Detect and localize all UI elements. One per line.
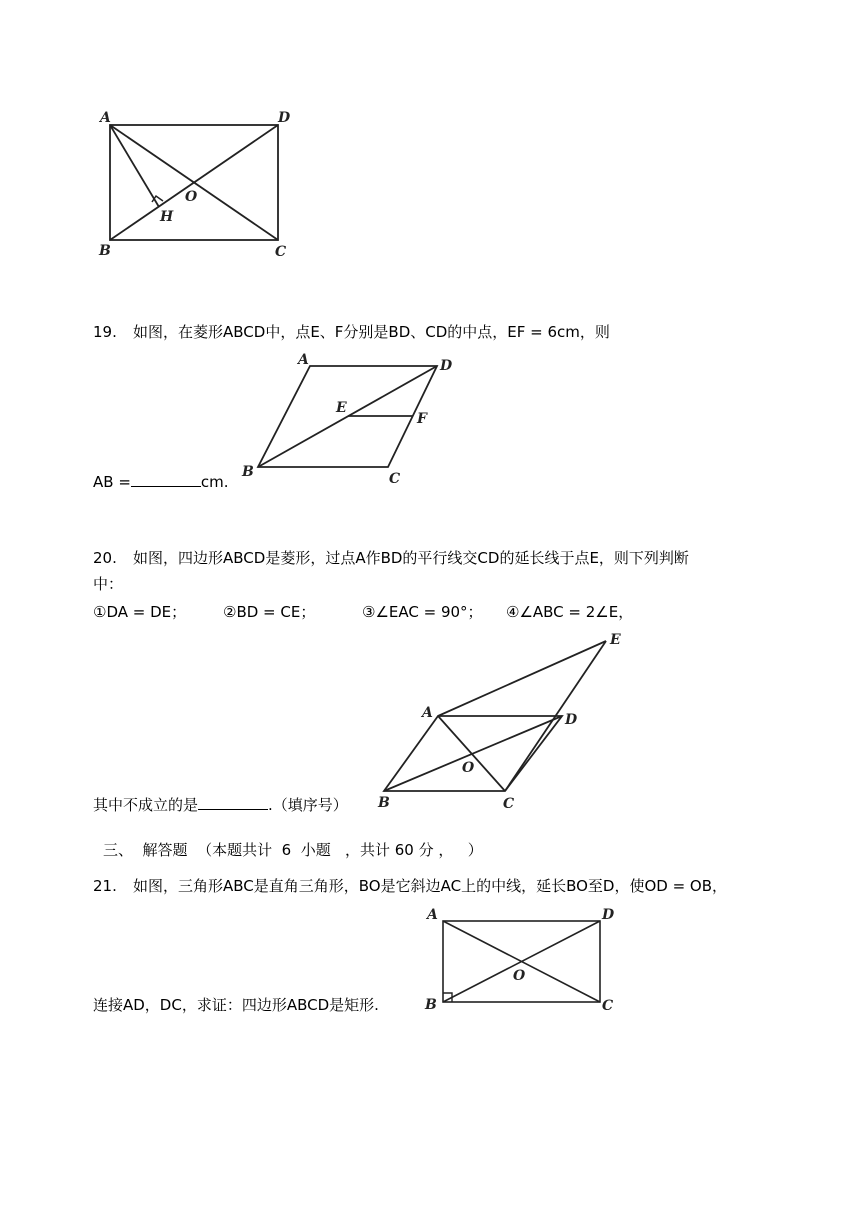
answer-prefix: AB =: [93, 473, 131, 491]
label-c: C: [389, 471, 401, 487]
label-d: D: [602, 907, 615, 923]
option-4: ④∠ABC = 2∠E，: [506, 603, 634, 621]
question-19-answer-line: [93, 471, 229, 492]
answer-suffix: cm.: [200, 473, 229, 491]
label-a: A: [100, 110, 111, 126]
option-3: ③∠EAC = 90°；: [362, 603, 483, 621]
label-o: O: [462, 760, 475, 776]
label-e: E: [610, 632, 621, 648]
label-b: B: [242, 464, 254, 480]
answer-prefix: 其中不成立的是: [93, 796, 199, 814]
question-21-text-line1: 如图，三角形ABC是直角三角形，BO是它斜边AC上的中线，延长BO至D，使OD = OB，: [133, 877, 728, 895]
label-d: D: [278, 110, 291, 126]
answer-suffix: .（填序号）: [268, 796, 348, 814]
label-a: A: [427, 907, 438, 923]
answer-blank[interactable]: [131, 471, 201, 487]
option-2: ②BD = CE；: [223, 603, 316, 621]
question-21-text-line2: 连接AD，DC，求证：四边形ABCD是矩形.: [93, 996, 379, 1014]
label-b: B: [425, 997, 437, 1013]
question-20-text-line2: 中：: [93, 575, 124, 593]
label-o: O: [513, 968, 526, 984]
section-heading: 三、 解答题 （本题共计 6 小题 ，共计 60 分 ， ）: [103, 841, 483, 859]
label-b: B: [99, 243, 111, 259]
question-number-20: 20.: [93, 549, 117, 567]
figure-q18-rectangle: [92, 100, 307, 270]
label-e: E: [336, 400, 347, 416]
label-o: O: [185, 189, 198, 205]
label-b: B: [378, 795, 390, 811]
label-f: F: [417, 411, 427, 427]
label-a: A: [422, 705, 433, 721]
label-d: D: [565, 712, 578, 728]
option-1: ①DA = DE；: [93, 603, 187, 621]
answer-blank[interactable]: [198, 794, 268, 810]
label-d: D: [440, 358, 453, 374]
label-h: H: [160, 209, 174, 225]
question-number-19: 19.: [93, 323, 117, 341]
question-20-answer-line: [93, 794, 348, 815]
question-20-text-line1: 如图，四边形ABCD是菱形，过点A作BD的平行线交CD的延长线于点E，则下列判断: [133, 549, 689, 567]
question-number-21: 21.: [93, 877, 117, 895]
figure-q20-rhombus: [370, 626, 635, 816]
figure-q19-rhombus: [238, 352, 458, 492]
label-c: C: [602, 998, 614, 1014]
label-c: C: [503, 796, 515, 812]
label-a: A: [298, 352, 309, 368]
question-19-text: 如图，在菱形ABCD中，点E、F分别是BD、CD的中点，EF = 6cm，则: [133, 323, 610, 341]
label-c: C: [275, 244, 287, 260]
figure-q21-rectangle: [420, 902, 625, 1022]
